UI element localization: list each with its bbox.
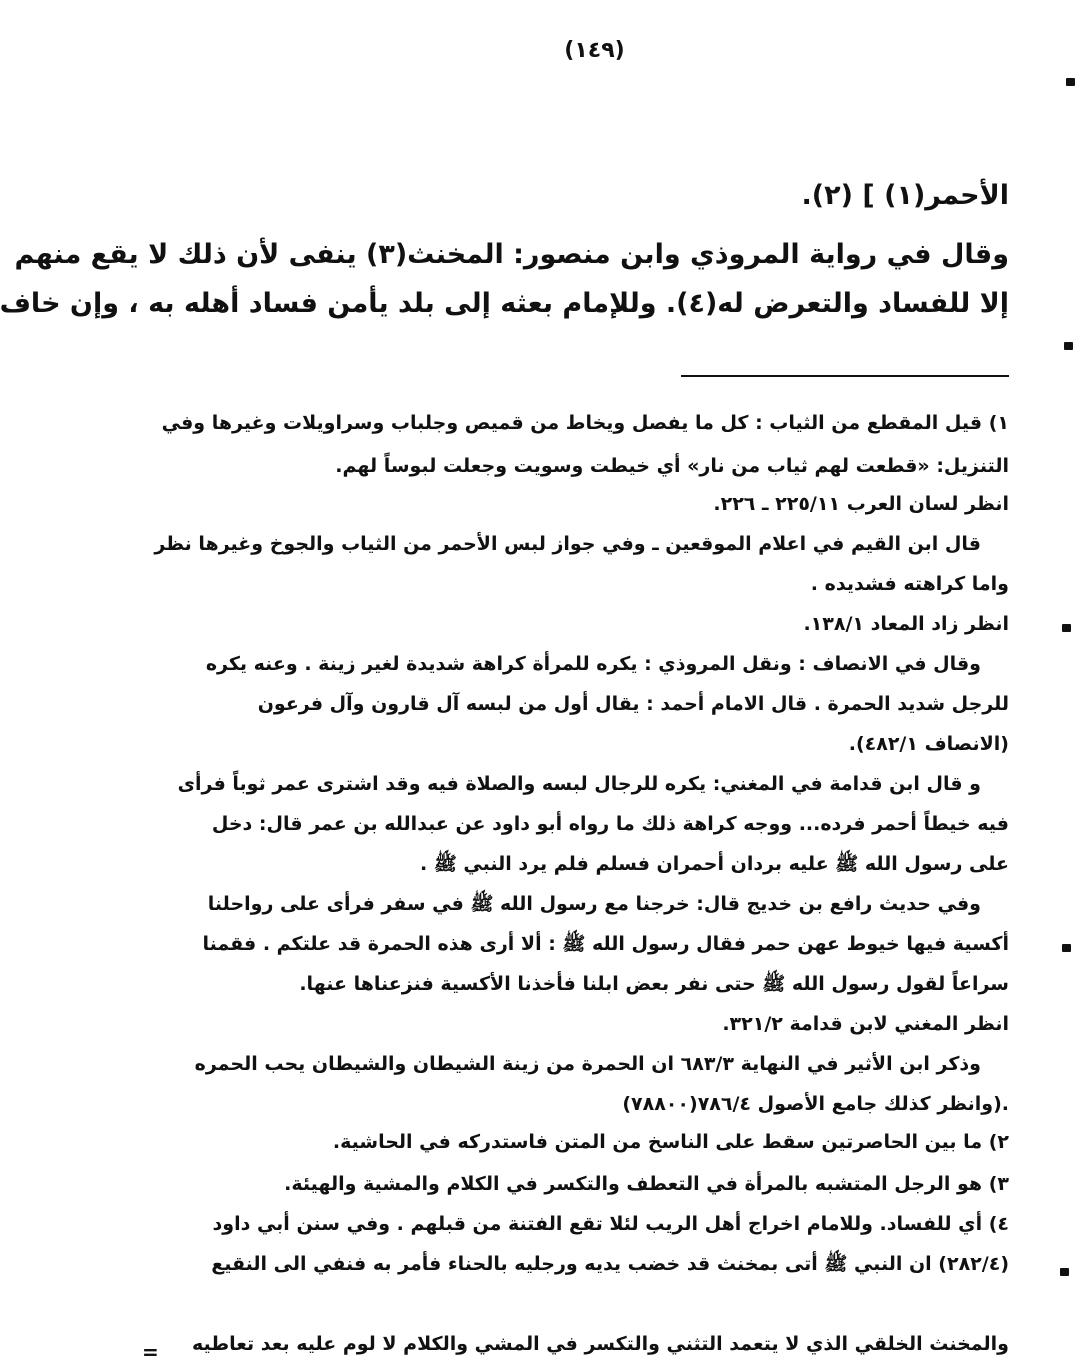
continuation-mark: = bbox=[142, 1340, 159, 1364]
footnote-1-line-13: وفي حديث رافع بن خديج قال: خرجنا مع رسول الله ﷺ في سفر فرأى على رواحلنا bbox=[207, 893, 981, 915]
footnote-separator bbox=[681, 375, 1009, 377]
footnote-1-line-14: أكسية فيها خيوط عهن حمر فقال رسول الله ﷺ : ألا أرى هذه الحمرة قد علتكم . فقمنا bbox=[202, 933, 1009, 955]
footnote-4-line-1: ٤) أي للفساد. وللامام اخراج أهل الريب لئلا تقع الفتنة من قبلهم . وفي سنن أبي داود bbox=[212, 1213, 1009, 1235]
footnote-1-line-15: سراعاً لقول رسول الله ﷺ حتى نفر بعض ابلنا فأخذنا الأكسية فنزعناها عنها. bbox=[299, 973, 1009, 995]
footnote-4-line-3: والمخنث الخلقي الذي لا يتعمد التثني والتكسر في المشي والكلام لا لوم عليه بعد تعاطيه bbox=[191, 1333, 1009, 1355]
footnote-1-line-8: للرجل شديد الحمرة . قال الامام أحمد : يقال أول من لبسه آل قارون وآل فرعون bbox=[257, 693, 1009, 715]
footnote-2: ٢) ما بين الحاصرتين سقط على الناسخ من المتن فاستدركه في الحاشية. bbox=[332, 1131, 1009, 1153]
footnote-1-source-2: انظر زاد المعاد ١٣٨/١. bbox=[803, 613, 1009, 635]
page-number: (١٤٩) bbox=[564, 38, 625, 63]
margin-mark bbox=[1060, 1268, 1069, 1276]
footnote-1-line-5: واما كراهته فشديده . bbox=[810, 573, 1009, 595]
footnote-3: ٣) هو الرجل المتشبه بالمرأة في التعطف والتكسر في الكلام والمشية والهيئة. bbox=[284, 1173, 1009, 1195]
footnote-1-line-12: على رسول الله ﷺ عليه بردان أحمران فسلم فلم يرد النبي ﷺ . bbox=[420, 853, 1009, 875]
main-text-line-1: الأحمر(١) ] (٢). bbox=[801, 180, 1009, 211]
footnote-1-source-3: (الانصاف ٤٨٢/١). bbox=[848, 733, 1009, 755]
footnote-1-source-4: انظر المغني لابن قدامة ٣٢١/٢. bbox=[722, 1013, 1009, 1035]
footnote-1-line-17: وذكر ابن الأثير في النهاية ٦٨٣/٣ ان الحمرة من زينة الشيطان والشيطان يحب الحمره bbox=[194, 1053, 981, 1075]
footnote-4-line-2: (٢٨٢/٤) ان النبي ﷺ أتى بمخنث قد خضب يديه ورجليه بالحناء فأمر به فنفي الى النقيع bbox=[211, 1253, 1009, 1275]
margin-mark bbox=[1064, 342, 1073, 350]
margin-mark bbox=[1066, 78, 1075, 86]
main-text-line-3: إلا للفساد والتعرض له(٤). وللإمام بعثه إلى بلد يأمن فساد أهله به ، وإن خاف bbox=[0, 288, 1009, 319]
footnote-1-line-10: و قال ابن قدامة في المغني: يكره للرجال لبسه والصلاة فيه وقد اشترى عمر ثوباً فرأى bbox=[177, 773, 981, 795]
main-text-line-2: وقال في رواية المروذي وابن منصور: المخنث(٣) ينفى لأن ذلك لا يقع منهم bbox=[14, 239, 1009, 270]
footnote-1-line-7: وقال في الانصاف : ونقل المروذي : يكره للمرأة كراهة شديدة لغير زينة . وعنه يكره bbox=[205, 653, 981, 675]
margin-mark bbox=[1062, 944, 1071, 952]
footnote-1-line-1: ١) قيل المقطع من الثياب : كل ما يفصل ويخاط من قميص وجلباب وسراويلات وغيرها وفي bbox=[161, 412, 1009, 434]
footnote-1-line-11: فيه خيطاً أحمر فرده... ووجه كراهة ذلك ما رواه أبو داود عن عبدالله بن عمر قال: دخل bbox=[211, 813, 1009, 835]
footnote-1-source-1: انظر لسان العرب ٢٢٥/١١ ـ ٢٢٦. bbox=[713, 493, 1009, 515]
footnote-1-source-5: .(وانظر كذلك جامع الأصول ٧٨٦/٤(٧٨٨٠٠) bbox=[622, 1093, 1009, 1115]
margin-mark bbox=[1062, 624, 1071, 632]
footnote-1-line-4: قال ابن القيم في اعلام الموقعين ـ وفي جواز لبس الأحمر من الثياب والجوخ وغيرها نظر bbox=[154, 533, 981, 555]
footnote-1-line-2: التنزيل: «قطعت لهم ثياب من نار» أي خيطت وسويت وجعلت لبوساً لهم. bbox=[335, 455, 1009, 477]
